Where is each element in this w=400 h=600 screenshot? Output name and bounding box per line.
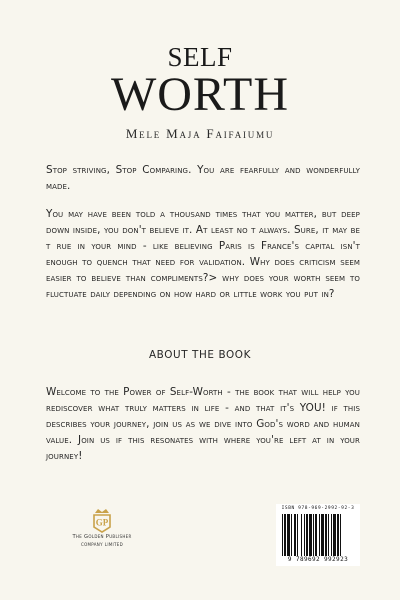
barcode-bar: [287, 514, 290, 556]
barcode-bar: [319, 514, 320, 556]
barcode-bar: [304, 514, 305, 556]
barcode-bar: [284, 514, 286, 556]
barcode-bar: [340, 514, 341, 556]
publisher-logo: [52, 507, 152, 549]
barcode-bar: [282, 514, 283, 556]
isbn-digits: 9 789692 992923: [287, 556, 349, 563]
barcode-bar: [301, 514, 302, 556]
logo-letters: GP: [95, 517, 109, 528]
blurb-paragraph-1: Stop striving, Stop Comparing. You are fearfully and wonderfully made.: [46, 164, 360, 192]
about-heading: ABOUT THE BOOK: [148, 349, 252, 361]
barcode-bar: [309, 514, 312, 556]
barcode-bar: [294, 514, 296, 556]
title-line-worth: WORTH: [110, 68, 290, 121]
blurb-paragraph-3: Welcome to the Power of Self-Worth - the book that will help you rediscover what truly matters in life - and that it's YOU! if this describes your journey, join us as we dive into God's word and human value. Join us if this resonates with where you're left at in your journey!: [46, 386, 360, 462]
barcode-bar: [337, 514, 339, 556]
barcode-bar: [328, 514, 329, 556]
isbn-label: ISBN 978-969-2992-92-3: [281, 506, 355, 511]
barcode-bars: [282, 514, 354, 556]
barcode-bar: [333, 514, 336, 556]
blurb-paragraph-2: You may have been told a thousand times that you matter, but deep down inside, you don't believe it. At least no t always. Sure, it may be t rue in your mind - like believing Paris is France's capital isn't enough to quench that need for validation. Why does criticism seem easier to believe than compliments?> why does your worth seem to fluctuate daily depending on how hard or little work you put in?: [46, 208, 360, 300]
barcode-bar: [297, 514, 298, 556]
barcode-bar: [331, 514, 332, 556]
publisher-name-line2: company limited: [81, 542, 123, 548]
gp-monogram-icon: [91, 507, 113, 533]
barcode-bar: [313, 514, 314, 556]
barcode-bar: [325, 514, 327, 556]
barcode-bar: [291, 514, 292, 556]
barcode-bar: [306, 514, 308, 556]
author-name: Mele Maja Faifaiumu: [125, 126, 275, 141]
barcode-bar: [315, 514, 317, 556]
isbn-barcode: [276, 504, 360, 566]
title-line-self: SELF: [167, 42, 233, 72]
barcode-bar: [321, 514, 324, 556]
publisher-name-line1: The Golden Publisher: [72, 534, 132, 540]
